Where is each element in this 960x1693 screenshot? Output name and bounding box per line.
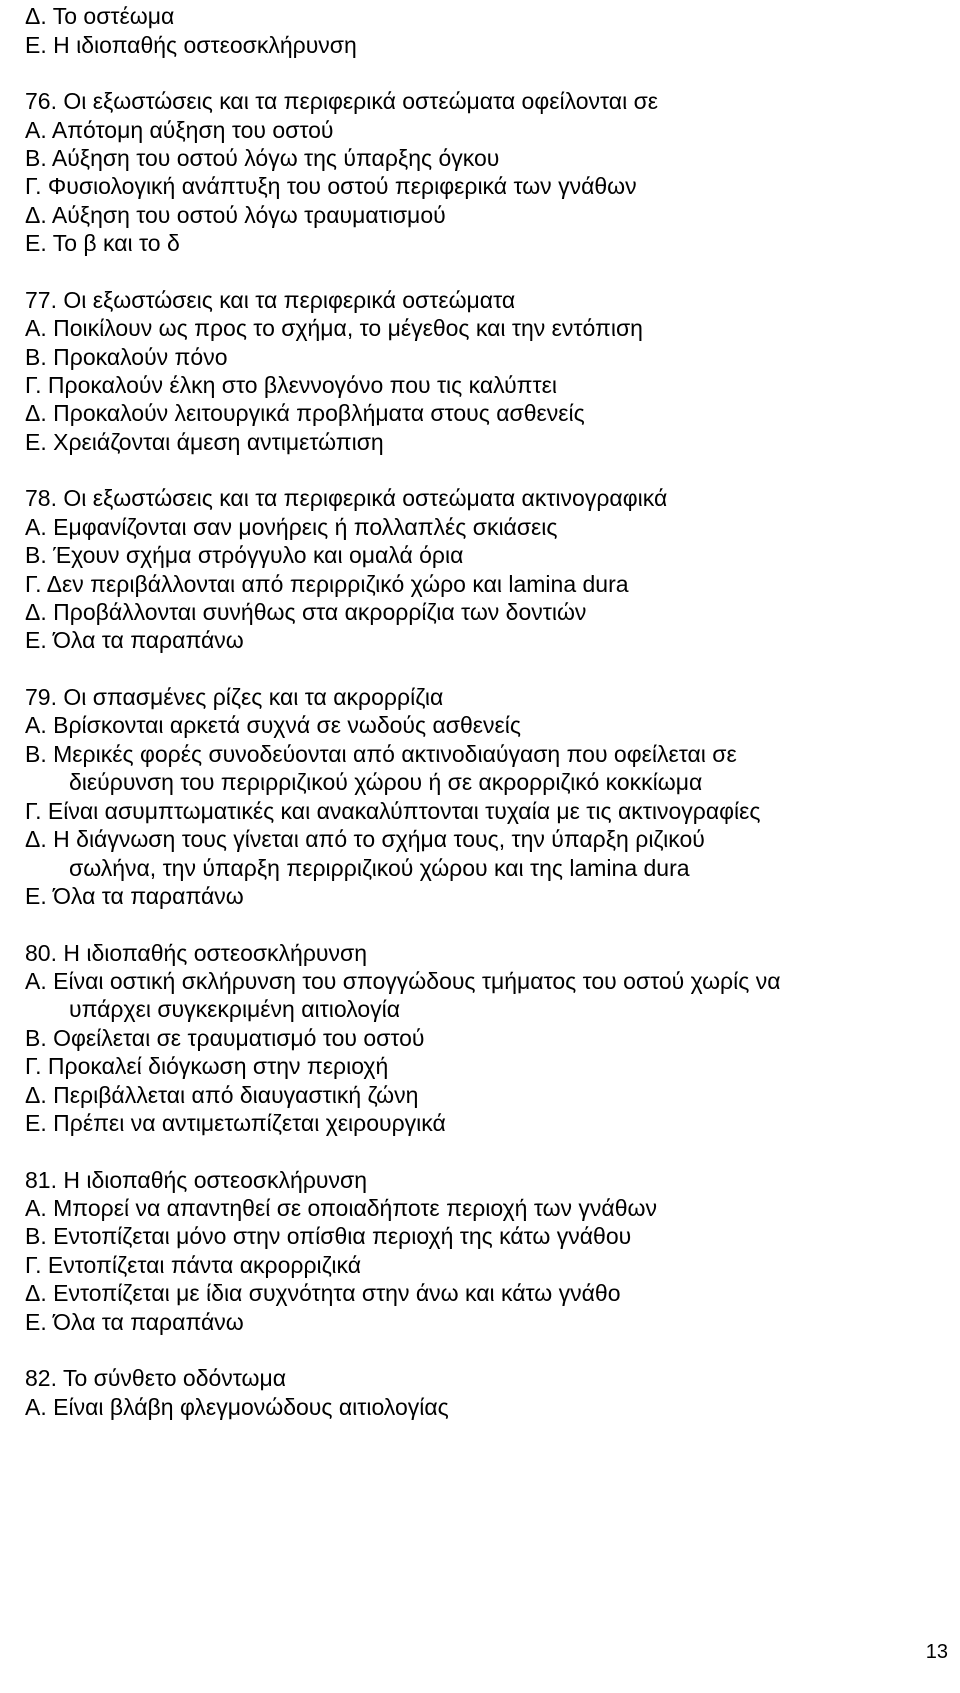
option-line: Δ. Η διάγνωση τους γίνεται από το σχήμα τους, την ύπαρξη ριζικού — [25, 826, 705, 852]
question-line: 77. Οι εξωστώσεις και τα περιφερικά οστεώματα — [25, 287, 516, 313]
option-line: Δ. Προβάλλονται συνήθως στα ακρορρίζια των δοντιών — [25, 599, 587, 625]
option-line: Δ. Περιβάλλεται από διαυγαστική ζώνη — [25, 1082, 419, 1108]
option-line: Ε. Χρειάζονται άμεση αντιμετώπιση — [25, 429, 384, 455]
option-continuation-line: υπάρχει συγκεκριμένη αιτιολογία — [69, 996, 401, 1022]
question-line: 78. Οι εξωστώσεις και τα περιφερικά οστεώματα ακτινογραφικά — [25, 485, 668, 511]
option-line: Δ. Αύξηση του οστού λόγω τραυματισμού — [25, 202, 446, 228]
option-line: Α. Απότομη αύξηση του οστού — [25, 117, 334, 143]
option-line: Γ. Είναι ασυμπτωματικές και ανακαλύπτονται τυχαία με τις ακτινογραφίες — [25, 798, 761, 824]
option-line: Α. Είναι οστική σκλήρυνση του σπογγώδους τμήματος του οστού χωρίς να — [25, 968, 781, 994]
question-line: 80. Η ιδιοπαθής οστεοσκλήρυνση — [25, 940, 368, 966]
option-line: Ε. Η ιδιοπαθής οστεοσκλήρυνση — [25, 32, 357, 58]
option-line: Ε. Πρέπει να αντιμετωπίζεται χειρουργικά — [25, 1110, 446, 1136]
question-line: 82. Το σύνθετο οδόντωμα — [25, 1365, 287, 1391]
option-line: Γ. Εντοπίζεται πάντα ακρορριζικά — [25, 1252, 362, 1278]
page-number: 13 — [925, 1641, 948, 1663]
option-line: Ε. Όλα τα παραπάνω — [25, 883, 244, 909]
option-line: Δ. Προκαλούν λειτουργικά προβλήματα στους ασθενείς — [25, 400, 585, 426]
option-line: Β. Έχουν σχήμα στρόγγυλο και ομαλά όρια — [25, 542, 464, 568]
option-line: Β. Προκαλούν πόνο — [25, 344, 228, 370]
option-line: Γ. Δεν περιβάλλονται από περιρριζικό χώρο και lamina dura — [25, 571, 629, 597]
option-line: Β. Εντοπίζεται μόνο στην οπίσθια περιοχή της κάτω γνάθου — [25, 1223, 632, 1249]
option-line: Α. Ποικίλουν ως προς το σχήμα, το μέγεθος και την εντόπιση — [25, 315, 643, 341]
option-line: Γ. Προκαλεί διόγκωση στην περιοχή — [25, 1053, 389, 1079]
option-line: Ε. Όλα τα παραπάνω — [25, 627, 244, 653]
option-line: Β. Μερικές φορές συνοδεύονται από ακτινοδιαύγαση που οφείλεται σε — [25, 741, 737, 767]
question-line: 79. Οι σπασμένες ρίζες και τα ακρορρίζια — [25, 684, 444, 710]
question-line: 76. Οι εξωστώσεις και τα περιφερικά οστεώματα οφείλονται σε — [25, 88, 659, 114]
option-line: Γ. Φυσιολογική ανάπτυξη του οστού περιφερικά των γνάθων — [25, 173, 637, 199]
option-continuation-line: διεύρυνση του περιρριζικού χώρου ή σε ακρορριζικό κοκκίωμα — [69, 769, 703, 795]
question-line: 81. Η ιδιοπαθής οστεοσκλήρυνση — [25, 1167, 368, 1193]
option-line: Α. Μπορεί να απαντηθεί σε οποιαδήποτε περιοχή των γνάθων — [25, 1195, 657, 1221]
option-line: Ε. Το β και το δ — [25, 230, 180, 256]
option-line: Β. Οφείλεται σε τραυματισμό του οστού — [25, 1025, 425, 1051]
option-line: Γ. Προκαλούν έλκη στο βλεννογόνο που τις καλύπτει — [25, 372, 557, 398]
option-line: Α. Βρίσκονται αρκετά συχνά σε νωδούς ασθενείς — [25, 712, 521, 738]
option-line: Ε. Όλα τα παραπάνω — [25, 1309, 244, 1335]
option-line: Δ. Εντοπίζεται με ίδια συχνότητα στην άνω και κάτω γνάθο — [25, 1280, 621, 1306]
option-line: Δ. Το οστέωμα — [25, 3, 175, 29]
option-line: Α. Εμφανίζονται σαν μονήρεις ή πολλαπλές σκιάσεις — [25, 514, 558, 540]
option-line: Α. Είναι βλάβη φλεγμονώδους αιτιολογίας — [25, 1394, 449, 1420]
option-line: Β. Αύξηση του οστού λόγω της ύπαρξης όγκου — [25, 145, 500, 171]
option-continuation-line: σωλήνα, την ύπαρξη περιρριζικού χώρου και της lamina dura — [69, 855, 690, 881]
